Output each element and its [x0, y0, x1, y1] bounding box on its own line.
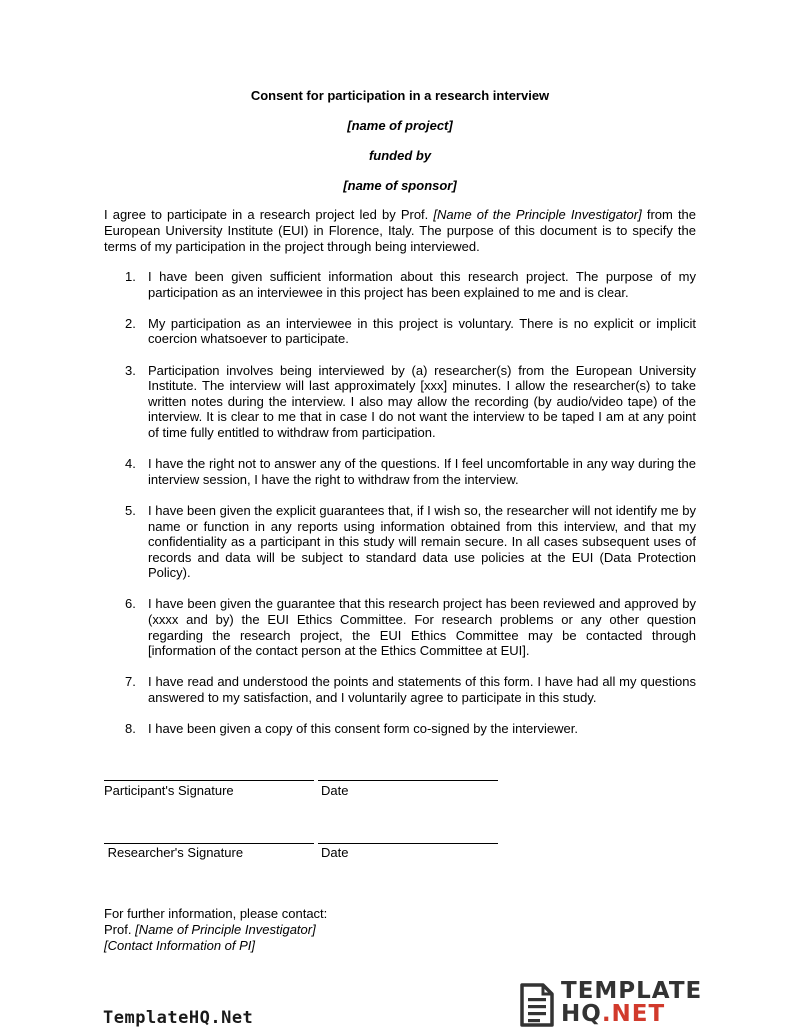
item-number: 5. — [125, 502, 136, 518]
researcher-signature-line[interactable] — [104, 843, 314, 844]
intro-text-end: from the European University Institute (EUI) in Florence, Italy. The purpose of this document is to specify the terms of my participation in the project through being interviewed. — [104, 207, 697, 254]
logo-hq: HQ — [561, 1001, 602, 1027]
list-item — [104, 674, 696, 705]
intro-text-start: I agree to participate in a research project led by Prof. — [104, 207, 434, 222]
researcher-date-line[interactable] — [318, 843, 498, 844]
contact-info-line — [104, 938, 504, 954]
item-number: 3. — [125, 362, 136, 378]
intro-pi-placeholder: [Name of the Principle Investigator] — [433, 207, 642, 222]
item-number: 4. — [125, 456, 136, 472]
document-icon — [519, 982, 555, 1028]
list-item — [104, 503, 696, 581]
project-name: [name of project] — [347, 118, 453, 133]
item-number: 6. — [125, 596, 136, 612]
contact-pi-line — [104, 922, 504, 938]
item-text: I have been given the explicit guarantees that, if I wish so, the researcher will not identify me by name or function in any reports using information obtained from this interview, and that my confidentiality as a participant in this study will remain secure. In all cases subsequent uses of records and data will be subject to standard data use policies at the EUI (Data Protection Policy). — [148, 502, 696, 581]
consent-items-list — [104, 269, 696, 752]
logo-wordmark — [561, 980, 702, 1026]
logo-line-1: TEMPLATE — [561, 978, 703, 1004]
logo-line-2 — [561, 1003, 702, 1026]
templatehq-logo — [519, 980, 719, 1030]
item-number: 8. — [125, 721, 136, 737]
funded-by-label: funded by — [368, 148, 432, 163]
footer-site-text: TemplateHQ.Net — [103, 1008, 254, 1028]
participant-date-label: Date — [321, 783, 349, 798]
item-text: I have been given sufficient information about this research project. The purpose of my participation as an interviewee in this project has been explained to me and is clear. — [148, 269, 696, 300]
sponsor-name: [name of sponsor] — [343, 178, 457, 193]
contact-block — [104, 906, 504, 954]
contact-info-placeholder: [Contact Information of PI] — [104, 938, 256, 953]
list-item — [104, 596, 696, 658]
contact-prof-prefix: Prof. — [104, 922, 136, 937]
contact-heading: For further information, please contact: — [104, 906, 328, 921]
intro-paragraph — [104, 207, 696, 255]
participant-signature-label: Participant's Signature — [104, 783, 234, 798]
list-item — [104, 316, 696, 347]
list-item — [104, 456, 696, 487]
participant-signature-line[interactable] — [104, 780, 314, 781]
contact-pi-placeholder: [Name of Principle Investigator] — [135, 922, 316, 937]
item-number: 7. — [125, 674, 136, 690]
item-number: 2. — [125, 315, 136, 331]
researcher-signature-label: Researcher's Signature — [104, 845, 244, 860]
item-text: I have been given a copy of this consent form co-signed by the interviewer. — [148, 721, 578, 737]
list-item — [104, 363, 696, 441]
item-text: Participation involves being interviewed by (a) researcher(s) from the European University Institute. The interview will last approximately [xxx] minutes. I allow the researcher(s) to take written notes during the interview. I also may allow the recording (by audio/video tape) of the interview. It is clear to me that in case I do not want the interview to be taped I am at any point of time fully entitled to withdraw from participation. — [148, 362, 696, 440]
item-text: I have read and understood the points and statements of this form. I have had all my questions answered to my satisfaction, and I voluntarily agree to participate in this study. — [148, 674, 696, 706]
item-text: I have been given the guarantee that this research project has been reviewed and approved by (xxxx and by) the EUI Ethics Committee. For research problems or any other question regarding the research project, the EUI Ethics Committee may be contacted through [information of the contact person at the Ethics Committee at EUI]. — [148, 596, 696, 659]
item-text: My participation as an interviewee in this project is voluntary. There is no explicit or implicit coercion whatsoever to participate. — [148, 315, 696, 347]
list-item — [104, 721, 696, 737]
participant-date-line[interactable] — [318, 780, 498, 781]
item-text: I have the right not to answer any of the questions. If I feel uncomfortable in any way during the interview session, I have the right to withdraw from the interview. — [148, 456, 696, 487]
list-item — [104, 269, 696, 300]
item-number: 1. — [125, 269, 136, 284]
researcher-date-label: Date — [321, 845, 349, 860]
logo-net: .NET — [601, 1001, 666, 1027]
document-title: Consent for participation in a research interview — [250, 88, 550, 103]
